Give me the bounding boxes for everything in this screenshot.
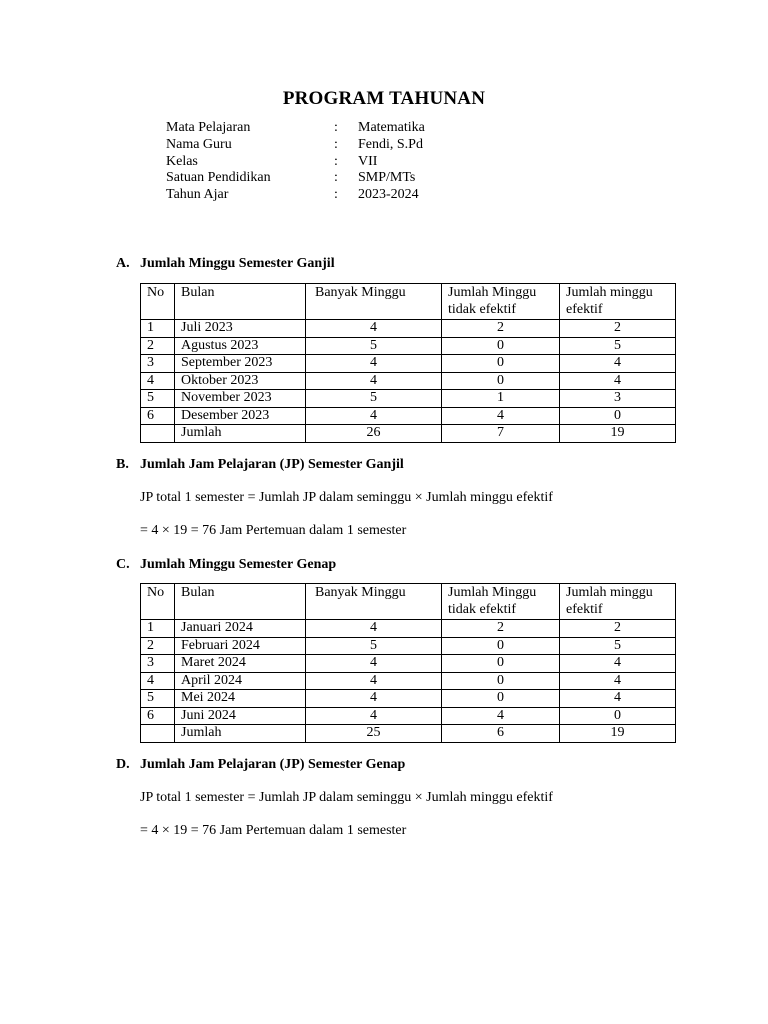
cell-no: 5 xyxy=(141,690,175,708)
cell-tidak: 0 xyxy=(442,337,560,355)
table-row xyxy=(141,707,676,725)
cell-efektif: 2 xyxy=(560,620,676,638)
header-no: No xyxy=(141,584,175,620)
info-value: VII xyxy=(358,153,378,169)
document-title: PROGRAM TAHUNAN xyxy=(282,88,486,109)
cell-tidak: 0 xyxy=(442,690,560,708)
cell-banyak: 26 xyxy=(306,425,442,443)
table-row xyxy=(141,337,676,355)
cell-no: 3 xyxy=(141,355,175,373)
cell-bulan: September 2023 xyxy=(175,355,306,373)
info-sep: : xyxy=(334,170,338,186)
section-c-title: Jumlah Minggu Semester Genap xyxy=(140,557,337,572)
cell-tidak: 4 xyxy=(442,407,560,425)
info-label: Satuan Pendidikan xyxy=(166,170,271,186)
cell-no: 3 xyxy=(141,655,175,673)
table-row xyxy=(141,320,676,338)
cell-bulan: Oktober 2023 xyxy=(175,372,306,390)
section-d-label: D. xyxy=(116,757,130,772)
cell-banyak: 5 xyxy=(306,637,442,655)
cell-bulan: Mei 2024 xyxy=(175,690,306,708)
table-row xyxy=(141,655,676,673)
cell-bulan: November 2023 xyxy=(175,390,306,408)
table-header-row xyxy=(141,284,676,320)
info-row xyxy=(166,154,425,171)
cell-bulan: April 2024 xyxy=(175,672,306,690)
info-label: Mata Pelajaran xyxy=(166,120,251,135)
info-label: Nama Guru xyxy=(166,136,232,152)
cell-no: 1 xyxy=(141,620,175,638)
cell-tidak: 6 xyxy=(442,725,560,743)
cell-efektif: 3 xyxy=(560,390,676,408)
cell-tidak: 0 xyxy=(442,637,560,655)
cell-tidak: 4 xyxy=(442,707,560,725)
section-c-label: C. xyxy=(116,557,130,572)
cell-bulan: Juni 2024 xyxy=(175,707,306,725)
cell-no: 2 xyxy=(141,337,175,355)
header-tidak-efektif: Jumlah Minggu tidak efektif xyxy=(442,284,560,320)
section-d-heading xyxy=(116,757,405,773)
cell-tidak: 0 xyxy=(442,655,560,673)
cell-bulan: Februari 2024 xyxy=(175,637,306,655)
section-b-title: Jumlah Jam Pelajaran (JP) Semester Ganjil xyxy=(140,457,404,472)
info-block xyxy=(166,120,425,204)
info-row xyxy=(166,187,425,204)
header-banyak: Banyak Minggu xyxy=(306,584,442,620)
cell-banyak: 5 xyxy=(306,390,442,408)
cell-banyak: 5 xyxy=(306,337,442,355)
section-b-formula: JP total 1 semester = Jumlah JP dalam seminggu × Jumlah minggu efektif xyxy=(140,490,553,505)
table-row xyxy=(141,355,676,373)
section-d-title: Jumlah Jam Pelajaran (JP) Semester Genap xyxy=(140,757,406,772)
cell-banyak: 4 xyxy=(306,672,442,690)
cell-bulan: Agustus 2023 xyxy=(175,337,306,355)
cell-efektif: 4 xyxy=(560,655,676,673)
cell-bulan: Jumlah xyxy=(175,725,306,743)
section-a-heading xyxy=(116,256,335,272)
table-row xyxy=(141,690,676,708)
section-d-result: = 4 × 19 = 76 Jam Pertemuan dalam 1 semester xyxy=(140,823,407,838)
section-a-title: Jumlah Minggu Semester Ganjil xyxy=(140,256,335,271)
cell-efektif: 5 xyxy=(560,337,676,355)
header-banyak: Banyak Minggu xyxy=(306,284,442,320)
info-row xyxy=(166,120,425,137)
cell-bulan: Maret 2024 xyxy=(175,655,306,673)
cell-efektif: 4 xyxy=(560,372,676,390)
section-b-label: B. xyxy=(116,457,129,472)
cell-bulan: Juli 2023 xyxy=(175,320,306,338)
header-bulan: Bulan xyxy=(175,284,306,320)
cell-no: 5 xyxy=(141,390,175,408)
cell-bulan: Desember 2023 xyxy=(175,407,306,425)
section-a-label: A. xyxy=(116,256,130,271)
info-value: Fendi, S.Pd xyxy=(358,136,423,152)
info-sep: : xyxy=(334,153,338,169)
cell-efektif: 2 xyxy=(560,320,676,338)
cell-efektif: 19 xyxy=(560,425,676,443)
cell-efektif: 5 xyxy=(560,637,676,655)
table-header-row xyxy=(141,584,676,620)
info-value: SMP/MTs xyxy=(358,170,416,186)
cell-no: 4 xyxy=(141,372,175,390)
header-efektif: Jumlah minggu efektif xyxy=(560,584,676,620)
cell-efektif: 4 xyxy=(560,690,676,708)
cell-efektif: 4 xyxy=(560,355,676,373)
section-d-formula: JP total 1 semester = Jumlah JP dalam seminggu × Jumlah minggu efektif xyxy=(140,790,553,805)
cell-efektif: 0 xyxy=(560,707,676,725)
section-b-heading xyxy=(116,457,404,473)
cell-tidak: 7 xyxy=(442,425,560,443)
cell-banyak: 4 xyxy=(306,707,442,725)
table-semester-genap xyxy=(140,583,676,743)
cell-tidak: 0 xyxy=(442,355,560,373)
table-row xyxy=(141,637,676,655)
cell-no xyxy=(141,425,175,443)
info-label: Tahun Ajar xyxy=(166,187,229,203)
section-c-heading xyxy=(116,557,336,573)
table-row xyxy=(141,390,676,408)
header-tidak-efektif: Jumlah Minggu tidak efektif xyxy=(442,584,560,620)
cell-no: 6 xyxy=(141,707,175,725)
info-sep: : xyxy=(334,136,338,152)
table-row xyxy=(141,372,676,390)
cell-tidak: 0 xyxy=(442,372,560,390)
info-sep: : xyxy=(334,187,338,203)
info-value: 2023-2024 xyxy=(358,187,419,203)
cell-banyak: 4 xyxy=(306,407,442,425)
info-row xyxy=(166,137,425,154)
cell-banyak: 4 xyxy=(306,620,442,638)
cell-banyak: 4 xyxy=(306,355,442,373)
table-row xyxy=(141,672,676,690)
info-value: Matematika xyxy=(358,120,425,135)
cell-banyak: 4 xyxy=(306,690,442,708)
header-bulan: Bulan xyxy=(175,584,306,620)
cell-bulan: Jumlah xyxy=(175,425,306,443)
header-efektif: Jumlah minggu efektif xyxy=(560,284,676,320)
info-label: Kelas xyxy=(166,153,198,169)
cell-efektif: 4 xyxy=(560,672,676,690)
cell-no: 1 xyxy=(141,320,175,338)
cell-tidak: 1 xyxy=(442,390,560,408)
cell-no: 4 xyxy=(141,672,175,690)
cell-no xyxy=(141,725,175,743)
info-row xyxy=(166,170,425,187)
cell-banyak: 4 xyxy=(306,320,442,338)
cell-efektif: 19 xyxy=(560,725,676,743)
cell-banyak: 4 xyxy=(306,655,442,673)
cell-no: 6 xyxy=(141,407,175,425)
cell-no: 2 xyxy=(141,637,175,655)
info-sep: : xyxy=(334,120,338,135)
cell-banyak: 4 xyxy=(306,372,442,390)
cell-tidak: 2 xyxy=(442,320,560,338)
cell-banyak: 25 xyxy=(306,725,442,743)
cell-bulan: Januari 2024 xyxy=(175,620,306,638)
table-row xyxy=(141,407,676,425)
section-b-result: = 4 × 19 = 76 Jam Pertemuan dalam 1 semester xyxy=(140,523,407,538)
table-total-row xyxy=(141,725,676,743)
cell-tidak: 0 xyxy=(442,672,560,690)
table-semester-ganjil xyxy=(140,283,676,443)
header-no: No xyxy=(141,284,175,320)
cell-tidak: 2 xyxy=(442,620,560,638)
table-row xyxy=(141,620,676,638)
cell-efektif: 0 xyxy=(560,407,676,425)
table-total-row xyxy=(141,425,676,443)
